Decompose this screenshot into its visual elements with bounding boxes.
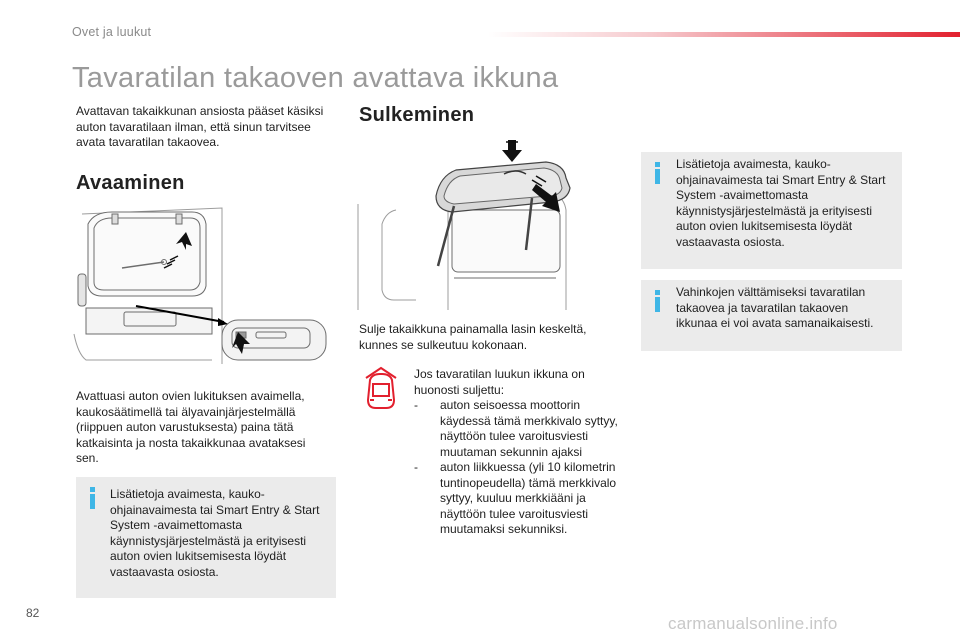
- open-tailgate-warning-icon: [362, 366, 400, 412]
- warning-intro: Jos tavaratilan luukun ikkuna on huonosti suljettu:: [414, 367, 585, 397]
- opening-info-text: Lisätietoja avaimesta, kauko-ohjainavaimesta tai Smart Entry & Start System -avaimettomasta käynnistysjärjestelmästä ja erityisesti auton ovien lukitsemisesta löydät vastaavasta osiosta.: [110, 487, 320, 579]
- closing-heading: Sulkeminen: [359, 104, 475, 126]
- info-icon: [90, 487, 95, 509]
- info-icon: [655, 290, 660, 312]
- sidebar-info-text-keys: Lisätietoja avaimesta, kauko-ohjainavaimesta tai Smart Entry & Start System -avaimettomasta käynnistysjärjestelmästä ja erityisesti auton ovien lukitsemisesta löydät vastaavasta osiosta.: [676, 157, 886, 249]
- list-dash: -: [414, 460, 418, 474]
- opening-illustration: [72, 204, 332, 366]
- warning-item: [414, 398, 624, 460]
- warning-block: [414, 367, 624, 538]
- opening-text: Avattuasi auton ovien lukituksen avaimella, kaukosäätimellä tai älyavainjärjestelmällä (riippuen auton varustuksesta) paina tätä katkaisinta ja nosta takaikkunaa avataksesi sen.: [76, 389, 306, 465]
- page-number: 82: [26, 606, 40, 620]
- warning-item-text: auton liikkuessa (yli 10 kilometrin tuntinopeudella) tämä merkkivalo syttyy, kuuluu merkkiääni ja näyttöön tulee varoitusviesti muutamaksi sekunniksi.: [440, 460, 617, 536]
- sidebar-info-text-damage: Vahinkojen välttämiseksi tavaratilan takaovea ja tavaratilan takaoven ikkunaa ei voi avata samanaikaisesti.: [676, 285, 874, 330]
- section-label: Ovet ja luukut: [72, 25, 152, 39]
- list-dash: -: [414, 398, 418, 412]
- opening-info-box: [76, 477, 336, 598]
- header-accent-bar: [488, 32, 960, 37]
- sidebar-info-box-keys: [641, 152, 902, 269]
- warning-item-text: auton seisoessa moottorin käydessä tämä merkkivalo syttyy, näyttöön tulee varoitusviesti muutaman sekunnin ajaksi: [440, 398, 618, 459]
- closing-illustration: [356, 140, 578, 312]
- page-title: Tavaratilan takaoven avattava ikkuna: [72, 62, 559, 94]
- opening-heading: Avaaminen: [76, 172, 185, 194]
- warning-item: [414, 460, 624, 538]
- warning-list: [414, 398, 624, 538]
- sidebar-info-box-damage: [641, 280, 902, 351]
- closing-text: Sulje takaikkuna painamalla lasin keskeltä, kunnes se sulkeutuu kokonaan.: [359, 322, 587, 352]
- watermark: carmanualsonline.info: [668, 614, 838, 633]
- info-icon: [655, 162, 660, 184]
- intro-text: Avattavan takaikkunan ansiosta pääset käsiksi auton tavaratilaan ilman, että sinun tarvitsee avata tavaratilan takaovea.: [76, 104, 324, 149]
